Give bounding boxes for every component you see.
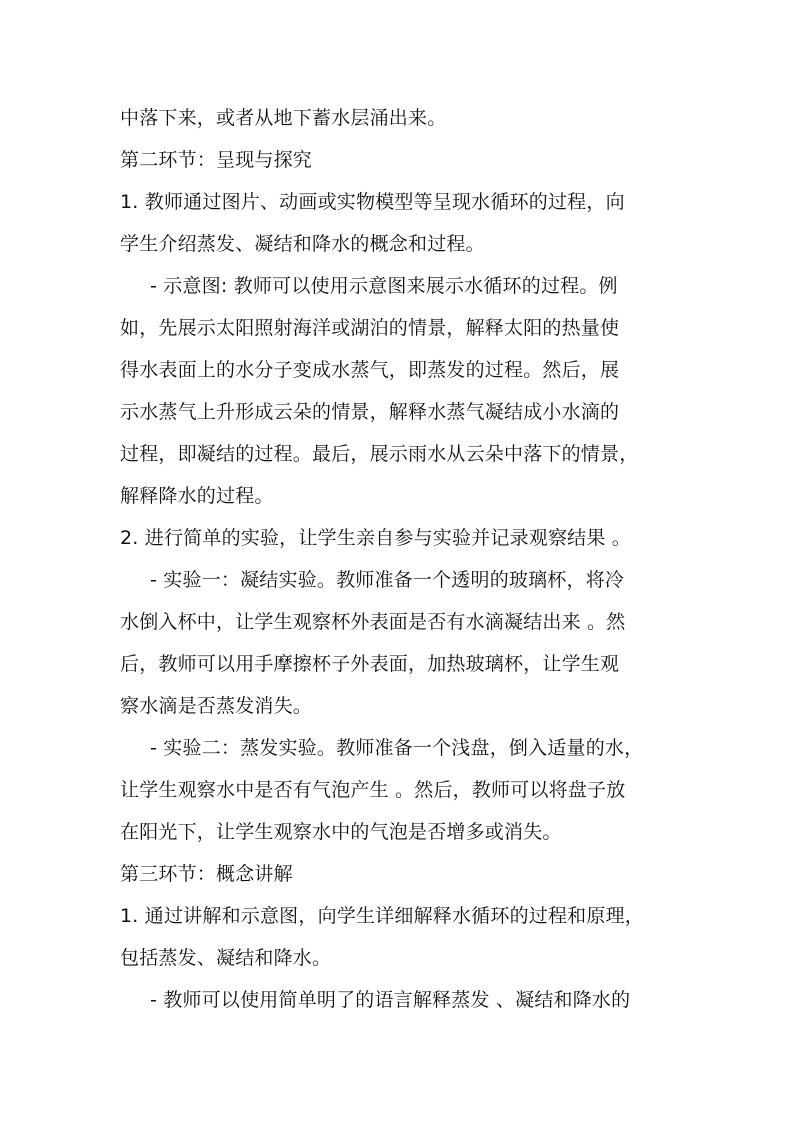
section-heading: 第三环节：概念讲解 [120, 863, 293, 885]
text-line: 包括蒸发、凝结和降水。 [120, 947, 332, 969]
text-line: 学生介绍蒸发、凝结和降水的概念和过程。 [120, 233, 485, 255]
text-line: 示水蒸气上升形成云朵的情景，解释水蒸气凝结成小水滴的 [120, 401, 620, 423]
text-line: 在阳光下，让学生观察水中的气泡是否增多或消失。 [120, 821, 562, 843]
section-heading: 第二环节：呈现与探究 [120, 149, 313, 171]
text-line: 中落下来，或者从地下蓄水层涌出来。 [120, 107, 447, 129]
text-line: - 实验一：凝结实验。教师准备一个透明的玻璃杯，将冷 [150, 569, 625, 591]
text-line: 得水表面上的水分子变成水蒸气，即蒸发的过程。然后，展 [120, 359, 620, 381]
text-line: 如，先展示太阳照射海洋或湖泊的情景，解释太阳的热量使 [120, 317, 620, 339]
text-line: - 教师可以使用简单明了的语言解释蒸发 、凝结和降水的 [150, 989, 631, 1011]
text-line: - 示意图: 教师可以使用示意图来展示水循环的过程。例 [150, 275, 618, 297]
text-line: 1. 教师通过图片、动画或实物模型等呈现水循环的过程，向 [120, 191, 625, 213]
text-line: 1. 通过讲解和示意图，向学生详细解释水循环的过程和原理， [120, 905, 644, 927]
text-line: 让学生观察水中是否有气泡产生 。然后，教师可以将盘子放 [120, 779, 626, 801]
text-line: 察水滴是否蒸发消失。 [120, 695, 313, 717]
text-line: 2. 进行简单的实验，让学生亲自参与实验并记录观察结果 。 [120, 527, 632, 549]
text-line: 过程，即凝结的过程。最后，展示雨水从云朵中落下的情景， [120, 443, 639, 465]
text-line: 解释降水的过程。 [120, 485, 274, 507]
text-line: 后，教师可以用手摩擦杯子外表面，加热玻璃杯，让学生观 [120, 653, 620, 675]
text-line: 水倒入杯中，让学生观察杯外表面是否有水滴凝结出来 。然 [120, 611, 626, 633]
text-line: - 实验二：蒸发实验。教师准备一个浅盘，倒入适量的水， [150, 737, 644, 759]
